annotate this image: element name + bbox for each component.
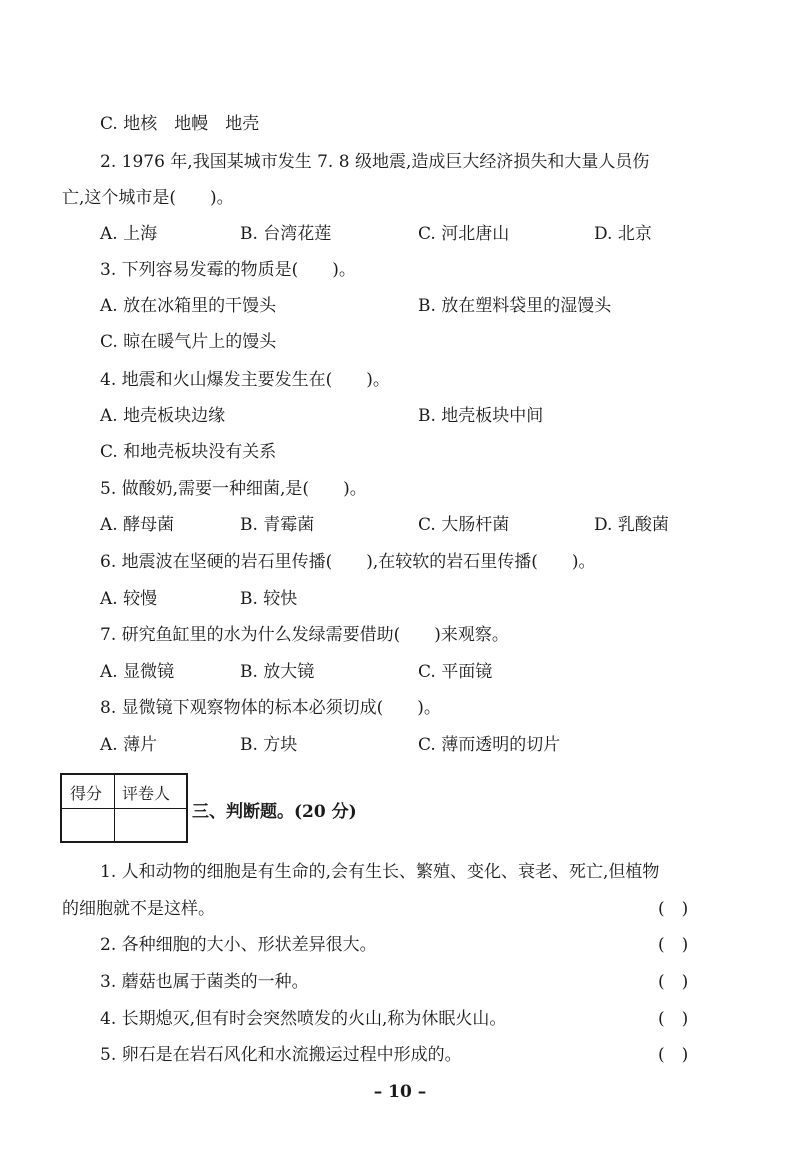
q3-option-a: A. 放在冰箱里的干馒头 [100, 296, 277, 316]
tf-answer-paren-1[interactable]: ( ) [658, 899, 689, 919]
q3-option-c: C. 晾在暖气片上的馒头 [100, 332, 277, 352]
q5-stem: 5. 做酸奶,需要一种细菌,是( )。 [100, 479, 367, 499]
q2-stem-line1: 2. 1976 年,我国某城市发生 7. 8 级地震,造成巨大经济损失和大量人员伤 [100, 152, 650, 172]
section-title-true-false: 三、判断题。(20 分) [192, 802, 357, 822]
q7-option-c: C. 平面镜 [418, 662, 493, 682]
q2-option-b: B. 台湾花莲 [240, 224, 332, 244]
q4-stem: 4. 地震和火山爆发主要发生在( )。 [100, 370, 390, 390]
tf-item-1-line1: 1. 人和动物的细胞是有生命的,会有生长、繁殖、变化、衰老、死亡,但植物 [100, 862, 660, 882]
tf-item-5: 5. 卵石是在岩石风化和水流搬运过程中形成的。 [100, 1045, 462, 1065]
q2-option-d: D. 北京 [594, 224, 652, 244]
q5-option-a: A. 酵母菌 [100, 515, 175, 535]
q2-stem-line2: 亡,这个城市是( )。 [62, 188, 234, 208]
tf-answer-paren-3[interactable]: ( ) [658, 972, 689, 992]
score-table [60, 773, 188, 843]
q2-option-c: C. 河北唐山 [418, 224, 510, 244]
q6-option-a: A. 较慢 [100, 589, 158, 609]
q6-stem: 6. 地震波在坚硬的岩石里传播( ),在较软的岩石里传播( )。 [100, 552, 596, 572]
q7-option-b: B. 放大镜 [240, 662, 315, 682]
page-number: – 10 – [373, 1082, 427, 1102]
tf-item-2: 2. 各种细胞的大小、形状差异很大。 [100, 935, 377, 955]
q5-option-b: B. 青霉菌 [240, 515, 315, 535]
q4-option-a: A. 地壳板块边缘 [100, 406, 226, 426]
q4-option-c: C. 和地壳板块没有关系 [100, 442, 277, 462]
q7-option-a: A. 显微镜 [100, 662, 175, 682]
tf-item-3: 3. 蘑菇也属于菌类的一种。 [100, 972, 309, 992]
q8-option-a: A. 薄片 [100, 735, 158, 755]
tf-answer-paren-2[interactable]: ( ) [658, 935, 689, 955]
q5-option-c: C. 大肠杆菌 [418, 515, 510, 535]
q8-option-c: C. 薄而透明的切片 [418, 735, 561, 755]
q8-stem: 8. 显微镜下观察物体的标本必须切成( )。 [100, 698, 441, 718]
q6-option-b: B. 较快 [240, 589, 298, 609]
q5-option-d: D. 乳酸菌 [594, 515, 669, 535]
q4-option-b: B. 地壳板块中间 [418, 406, 544, 426]
tf-item-4: 4. 长期熄灭,但有时会突然喷发的火山,称为休眠火山。 [100, 1009, 507, 1029]
tf-answer-paren-4[interactable]: ( ) [658, 1009, 689, 1029]
tf-item-1-line2: 的细胞就不是这样。 [62, 899, 215, 919]
q2-option-a: A. 上海 [100, 224, 158, 244]
tf-answer-paren-5[interactable]: ( ) [658, 1045, 689, 1065]
q3-option-b: B. 放在塑料袋里的湿馒头 [418, 296, 612, 316]
q1-option-c: C. 地核 地幔 地壳 [100, 114, 260, 134]
grader-header: 评卷人 [122, 784, 171, 803]
q8-option-b: B. 方块 [240, 735, 298, 755]
q3-stem: 3. 下列容易发霉的物质是( )。 [100, 260, 356, 280]
score-table-row-divider [62, 808, 186, 809]
score-header: 得分 [70, 784, 103, 803]
q7-stem: 7. 研究鱼缸里的水为什么发绿需要借助( )来观察。 [100, 625, 509, 645]
